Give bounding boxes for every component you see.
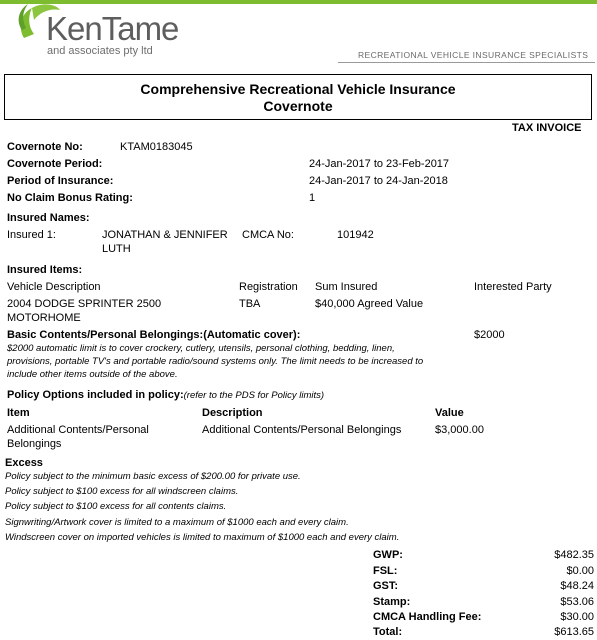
ncb-rating-label: No Claim Bonus Rating:	[7, 192, 133, 204]
contents-note-3: include other items outside of the above.	[7, 369, 178, 380]
document-subtitle: Covernote	[263, 98, 333, 114]
covernote-period-label: Covernote Period:	[7, 158, 103, 170]
contents-note: $2000 automatic limit is to cover crockery, cutlery, utensils, personal clothing, bedding, linen,	[7, 343, 395, 354]
options-row-item: Additional Contents/Personal	[7, 424, 149, 436]
insured-items-heading: Insured Items:	[7, 264, 83, 276]
grand-total-value: $613.65	[554, 626, 594, 638]
insured1-name-cont: LUTH	[102, 243, 131, 255]
total-cmca-fee-label: CMCA Handling Fee:	[373, 611, 482, 623]
excess-line: Policy subject to $100 excess for all contents claims.	[5, 501, 227, 512]
options-col-value: Value	[435, 407, 464, 419]
options-col-item: Item	[7, 407, 30, 419]
grand-total-label: Total:	[373, 626, 403, 638]
col-vehicle-description: Vehicle Description	[7, 281, 101, 293]
vehicle-description: 2004 DODGE SPRINTER 2500	[7, 298, 162, 310]
brand-tagline: RECREATIONAL VEHICLE INSURANCE SPECIALISTS	[358, 50, 589, 60]
options-row-value: $3,000.00	[435, 424, 484, 436]
excess-line: Signwriting/Artwork cover is limited to a maximum of $1000 each and every claim.	[5, 517, 349, 528]
contents-value: $2000	[474, 329, 505, 341]
policy-options-note: (refer to the PDS for Policy limits)	[183, 390, 325, 401]
vehicle-registration: TBA	[239, 298, 261, 310]
total-gst-value: $48.24	[560, 580, 594, 592]
excess-heading: Excess	[5, 457, 43, 469]
total-gwp-label: GWP:	[373, 549, 403, 561]
total-stamp-value: $53.06	[560, 596, 594, 608]
vehicle-description-cont: MOTORHOME	[7, 312, 81, 324]
policy-options-heading: Policy Options included in policy:	[7, 389, 184, 401]
period-of-insurance-value: 24-Jan-2017 to 24-Jan-2018	[309, 175, 448, 187]
brand-top-bar	[0, 0, 597, 4]
ncb-rating-value: 1	[309, 192, 316, 204]
brand-name: KenTame	[46, 10, 179, 47]
excess-line: Policy subject to the minimum basic excess of $200.00 for private use.	[5, 471, 301, 482]
total-fsl-value: $0.00	[566, 565, 594, 577]
covernote-no-value: KTAM0183045	[120, 141, 193, 153]
options-row-item-cont: Belongings	[7, 438, 62, 450]
policy-options-heading-row	[7, 389, 324, 401]
col-registration: Registration	[239, 281, 298, 293]
insured1-label: Insured 1:	[7, 229, 56, 241]
document-title: Comprehensive Recreational Vehicle Insurance	[140, 81, 456, 97]
col-sum-insured: Sum Insured	[315, 281, 378, 293]
total-gwp-value: $482.35	[554, 549, 594, 561]
header-divider	[338, 62, 595, 63]
covernote-no-label: Covernote No:	[7, 141, 83, 153]
insured-names-heading: Insured Names:	[7, 212, 90, 224]
options-row-description: Additional Contents/Personal Belongings	[202, 424, 402, 436]
col-interested-party: Interested Party	[474, 281, 552, 293]
excess-line: Policy subject to $100 excess for all windscreen claims.	[5, 486, 239, 497]
total-stamp-label: Stamp:	[373, 596, 411, 608]
excess-line: Windscreen cover on imported vehicles is limited to maximum of $1000 each and every claim.	[5, 532, 400, 543]
insured1-name: JONATHAN & JENNIFER	[102, 229, 228, 241]
tax-invoice-label: TAX INVOICE	[512, 122, 582, 134]
document-title-box	[4, 74, 592, 120]
cmca-no-label: CMCA No:	[242, 229, 294, 241]
vehicle-sum-insured: $40,000 Agreed Value	[315, 298, 424, 310]
covernote-period-value: 24-Jan-2017 to 23-Feb-2017	[309, 158, 450, 170]
options-col-description: Description	[202, 407, 263, 419]
contents-heading: Basic Contents/Personal Belongings:(Automatic cover):	[7, 329, 301, 341]
contents-note-2: provisions, portable TV's and portable radio/sound systems only. The limit needs to be increased to	[7, 356, 424, 367]
total-fsl-label: FSL:	[373, 565, 398, 577]
total-gst-label: GST:	[373, 580, 399, 592]
cmca-no-value: 101942	[337, 229, 374, 241]
brand-subtitle: and associates pty ltd	[47, 45, 153, 57]
period-of-insurance-label: Period of Insurance:	[7, 175, 114, 187]
total-cmca-fee-value: $30.00	[560, 611, 594, 623]
